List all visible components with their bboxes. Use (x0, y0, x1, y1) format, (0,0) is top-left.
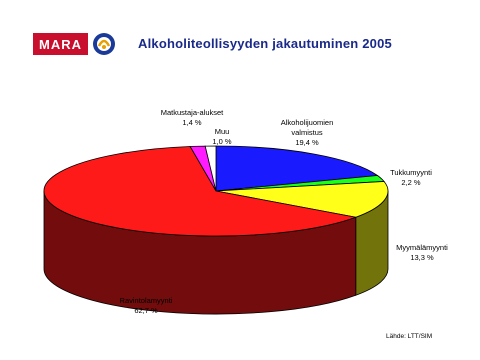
value-text: 62,7 % (134, 306, 158, 315)
value-text: 13,3 % (410, 253, 434, 262)
label-line: valmistus (291, 128, 323, 137)
slice-label-matkustaja-alukset (150, 108, 234, 128)
chart-title: Alkoholiteollisyyden jakautuminen 2005 (138, 36, 392, 51)
source-note: Lähde: LTT/SIM (386, 333, 433, 340)
label-line: Myymälämyynti (396, 243, 448, 252)
label-line: Muu (214, 127, 230, 136)
value-text: 1,0 % (212, 137, 232, 146)
slice-label-muu (202, 127, 242, 147)
logo-wordmark: MARA (33, 33, 88, 55)
label-line: Ravintolamyynti (119, 296, 173, 305)
slice-label-tukkumyynti (380, 168, 442, 188)
value-text: 19,4 % (295, 138, 319, 147)
label-line: Alkoholijuomien (280, 118, 334, 127)
slice-label-myymalamyynti (384, 243, 460, 263)
value-text: 2,2 % (401, 178, 421, 187)
slice-label-alkoholijuomien (268, 118, 346, 148)
value-text: 1,4 % (182, 118, 202, 127)
label-line: Matkustaja-alukset (160, 108, 224, 117)
slice-label-ravintolamyynti (106, 296, 186, 316)
label-line: Tukkumyynti (390, 168, 432, 177)
